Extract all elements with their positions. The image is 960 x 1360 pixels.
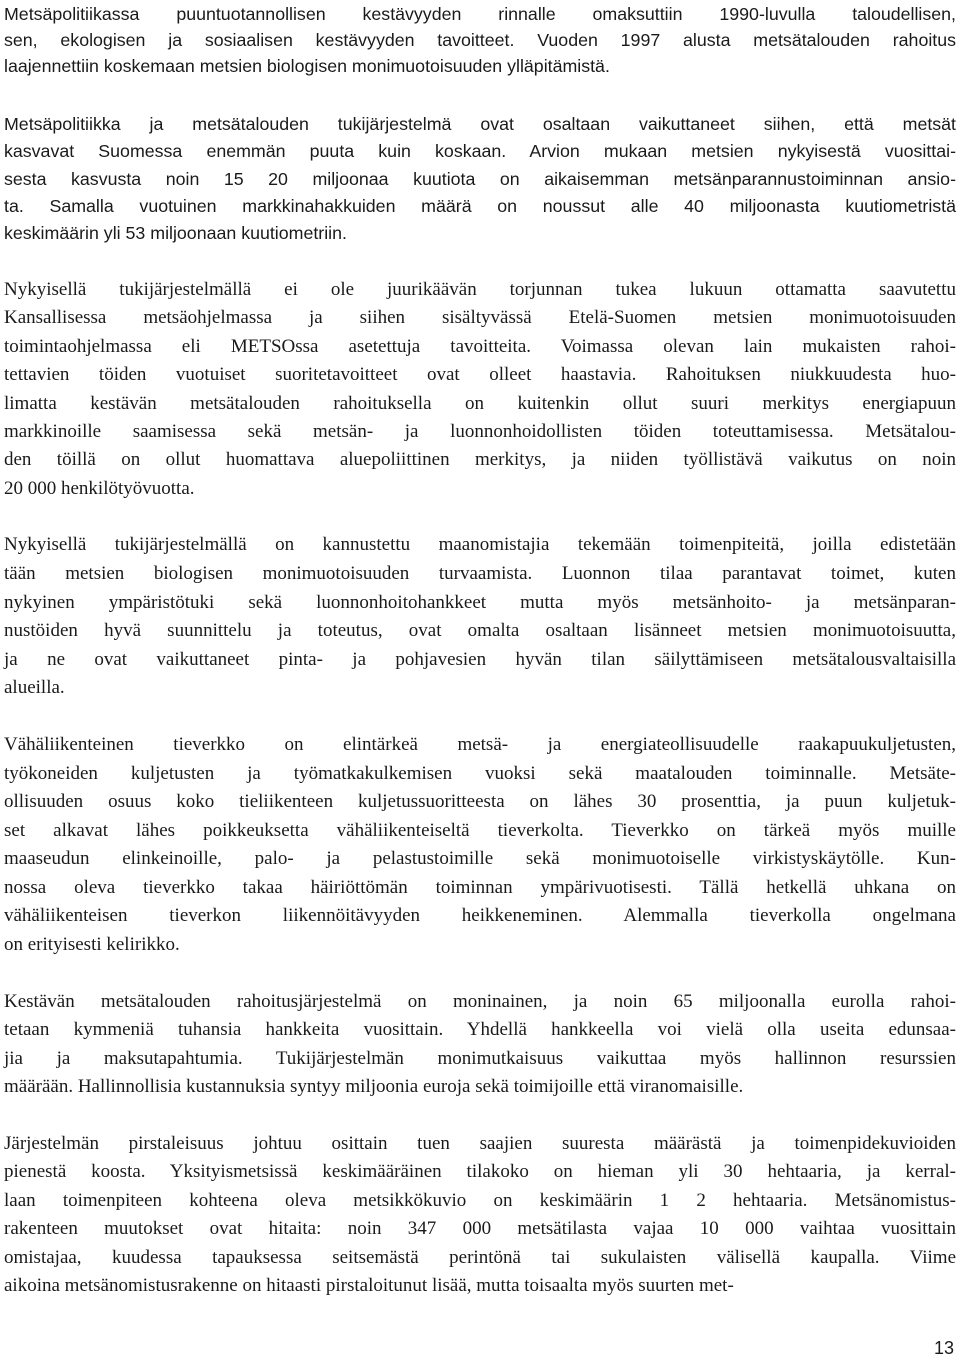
text-line: tään metsien biologisen monimuotoisuuden turvaamista. Luonnon tilaa parantavat toimet, kuten [4,563,956,584]
text-line: jia ja maksutapahtumia. Tukijärjestelmän monimutkaisuus vaikuttaa myös hallinnon resurssien [4,1048,956,1069]
text-line: Metsäpolitiikassa puuntuotannollisen kestävyyden rinnalle omaksuttiin 1990-luvulla taloudellisen, [4,4,956,24]
text-line: markkinoille saamisessa sekä metsän- ja luonnonhoidollisten töiden toteuttamisessa. Metsätalou- [4,421,956,442]
text-line: nykyinen ympäristötuki sekä luonnonhoitohankkeet mutta myös metsänhoito- ja metsänparan- [4,592,956,613]
text-line: sesta kasvusta noin 15 20 miljoonaa kuutiota on aikaisemman metsänparannustoiminnan ansio- [4,169,956,189]
text-line: sen, ekologisen ja sosiaalisen kestävyyden tavoitteet. Vuoden 1997 alusta metsätalouden rahoitus [4,30,956,50]
text-line: alueilla. [4,677,65,698]
text-line: Järjestelmän pirstaleisuus johtuu osittain tuen saajien suuresta määrästä ja toimenpidekuvioiden [4,1133,956,1154]
text-line: nustöiden hyvä suunnittelu ja toteutus, ovat omalta osaltaan lisänneet metsien monimuotoisuutta, [4,620,956,641]
text-line: rakenteen muutokset ovat hitaita: noin 347 000 metsätilasta vajaa 10 000 vaihtaa vuosittain [4,1218,956,1239]
text-line: kasvavat Suomessa enemmän puuta kuin koskaan. Arvion mukaan metsien nykyisestä vuosittai- [4,141,956,161]
text-line: ja ne ovat vaikuttaneet pinta- ja pohjavesien hyvän tilan säilyttämiseen metsätalousvaltaisilla [4,649,956,670]
text-line: den töillä on ollut huomattava aluepoliittinen merkitys, ja niiden työllistävä vaikutus on noin [4,449,956,470]
text-line: 20 000 henkilötyövuotta. [4,478,195,499]
text-line: laan toimenpiteen kohteena oleva metsikkökuvio on keskimäärin 1 2 hehtaaria. Metsänomistus- [4,1190,956,1211]
text-line: Vähäliikenteinen tieverkko on elintärkeä metsä- ja energiateollisuudelle raakapuukuljetusten, [4,734,956,755]
text-line: keskimäärin yli 53 miljoonaan kuutiometriin. [4,223,347,243]
text-line: Kestävän metsätalouden rahoitusjärjestelmä on moninainen, ja noin 65 miljoonalla eurolla rahoi- [4,991,956,1012]
text-line: omistajaa, kuudessa tapauksessa seitsemästä perintönä tai sukulaisten välisellä kaupalla. Viime [4,1247,956,1268]
text-line: määrään. Hallinnollisia kustannuksia syntyy miljoonia euroja sekä toimijoille että viranomaisille. [4,1076,744,1097]
page-number: 13 [933,1338,954,1358]
text-line: työkoneiden kuljetusten ja työmatkakulkemisen vuoksi sekä maatalouden toiminnalle. Metsäte- [4,763,956,784]
text-line: Metsäpolitiikka ja metsätalouden tukijärjestelmä ovat osaltaan vaikuttaneet siihen, että metsät [4,114,956,134]
text-line: Nykyisellä tukijärjestelmällä on kannustettu maanomistajia tekemään toimenpiteitä, joilla edistetään [4,534,956,555]
text-line: maaseudun elinkeinoille, palo- ja pelastustoimille sekä monimuotoiselle virkistyskäytölle. Kun- [4,848,956,869]
text-line: ta. Samalla vuotuinen markkinahakkuiden määrä on noussut alle 40 miljoonasta kuutiometristä [4,196,956,216]
text-line: vähäliikenteisen tieverkon liikennöitävyyden heikkeneminen. Alemmalla tieverkolla ongelmana [4,905,956,926]
text-line: tetaan kymmeniä tuhansia hankkeita vuosittain. Yhdellä hankkeella voi vielä olla useita edunsaa- [4,1019,956,1040]
text-line: on erityisesti kelirikko. [4,934,180,955]
text-line: Nykyisellä tukijärjestelmällä ei ole juurikäävän torjunnan tukea lukuun ottamatta saavutettu [4,279,956,300]
text-line: aikoina metsänomistusrakenne on hitaasti pirstaloitunut lisää, mutta toisaalta myös suurten met- [4,1275,734,1296]
text-line: pienestä koosta. Yksityismetsissä keskimääräinen tilakoko on hieman yli 30 hehtaaria, ja kerral- [4,1161,956,1182]
text-line: nossa oleva tieverkko takaa häiriöttömän toiminnan ympärivuotisesti. Tällä hetkellä uhkana on [4,877,956,898]
text-line: ollisuuden osuus koko tieliikenteen kuljetussuoritteesta on lähes 30 prosenttia, ja puun kuljetuk- [4,791,956,812]
text-line: tettavien töiden vuotuiset suoritetavoitteet ovat olleet haastavia. Rahoituksen niukkuudesta huo- [4,364,956,385]
text-line: toimintaohjelmassa eli METSOssa asetettuja tavoitteita. Voimassa olevan lain mukaisten rahoi- [4,336,956,357]
text-line: limatta kestävän metsätalouden rahoituksella on kuitenkin ollut suuri merkitys energiapuun [4,393,956,414]
text-line: Kansallisessa metsäohjelmassa ja siihen sisältyvässä Etelä-Suomen metsien monimuotoisuuden [4,307,956,328]
text-line: set alkavat lähes poikkeuksetta vähäliikenteiseltä tieverkolta. Tieverkko on tärkeä myös muille [4,820,956,841]
text-line: laajennettiin koskemaan metsien biologisen monimuotoisuuden ylläpitämistä. [4,56,610,76]
